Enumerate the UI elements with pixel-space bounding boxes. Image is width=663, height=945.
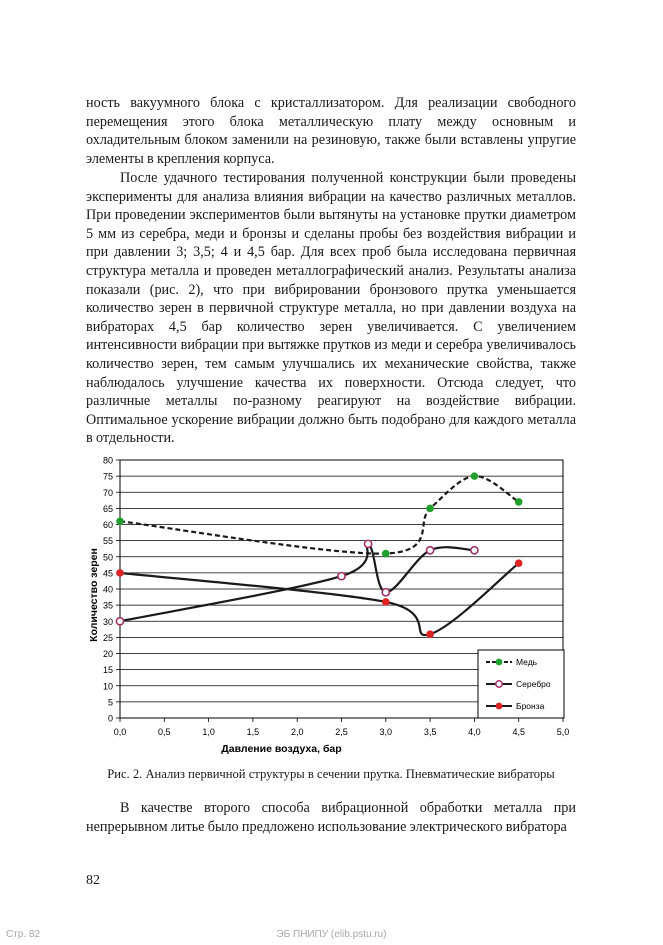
footer-page-label: Стр. 82: [6, 929, 41, 940]
x-axis-label: Давление воздуха, бар: [221, 743, 342, 755]
y-axis-label: Количество зерен: [88, 548, 100, 642]
y-tick-label: 15: [102, 665, 113, 676]
series-line: [120, 563, 519, 635]
body-paragraph-1: ность вакуумного блока с кристаллизатором. Для реализации свободного перемещения этого блока металлическую плату между основным и охладительным блоком заменили на резиновую, также были вставлены упругие элементы в крепления корпуса.: [86, 95, 576, 167]
y-tick-label: 80: [102, 455, 113, 466]
footer-library-label: ЭБ ПНИПУ (elib.pstu.ru): [276, 929, 387, 940]
data-point-marker: [116, 569, 124, 577]
series-3: [116, 559, 522, 638]
x-tick-label: 3,0: [379, 727, 393, 737]
legend-marker: [496, 703, 503, 710]
y-tick-label: 60: [102, 520, 113, 530]
data-point-marker: [382, 589, 389, 596]
y-tick-label: 50: [102, 552, 113, 563]
data-point-marker: [427, 547, 434, 554]
data-point-marker: [426, 630, 434, 638]
data-point-marker: [116, 618, 123, 625]
x-tick-label: 5,0: [556, 727, 570, 737]
legend-label: Медь: [516, 657, 538, 667]
chart-legend: [478, 650, 564, 718]
data-point-marker: [116, 517, 124, 525]
y-tick-label: 75: [102, 471, 113, 482]
x-tick-label: 2,5: [335, 727, 348, 737]
y-tick-label: 55: [102, 536, 113, 547]
series-1: [116, 472, 522, 557]
page-number: 82: [86, 873, 100, 888]
data-point-marker: [426, 505, 434, 513]
x-tick-label: 3,5: [423, 727, 437, 737]
legend-label: Серебро: [516, 679, 551, 689]
x-tick-label: 0,5: [158, 727, 171, 737]
data-point-marker: [364, 540, 371, 547]
x-tick-label: 4,0: [468, 727, 481, 737]
series-line: [120, 544, 474, 622]
figure-caption: Рис. 2. Анализ первичной структуры в сечении прутка. Пневматические вибраторы: [107, 767, 555, 781]
y-tick-label: 40: [102, 584, 113, 595]
y-tick-label: 35: [102, 600, 113, 611]
body-paragraph-3: В качестве второго способа вибрационной обработки металла при непрерывном литье было предложено использование электрического вибратора: [86, 800, 576, 835]
data-point-marker: [382, 598, 390, 606]
y-tick-label: 10: [102, 681, 113, 692]
y-tick-label: 45: [102, 568, 113, 579]
y-tick-label: 30: [102, 616, 113, 627]
data-point-marker: [471, 472, 479, 480]
y-tick-label: 20: [102, 649, 113, 659]
x-tick-label: 4,5: [512, 727, 525, 737]
data-point-marker: [338, 573, 345, 580]
x-tick-label: 0,0: [113, 727, 127, 737]
series-line: [120, 476, 519, 554]
x-tick-label: 1,5: [246, 727, 260, 737]
y-tick-label: 70: [102, 487, 113, 498]
y-tick-label: 5: [107, 697, 113, 708]
body-paragraph-2: После удачного тестирования полученной конструкции были проведены эксперименты для анализа влияния вибрации на качество различных металлов. При проведении экспериментов были вытянуты на установке прутки диаметром 5 мм из серебра, меди и бронзы и сделаны пробы без воздействия вибрации и при давлении 3; 3,5; 4 и 4,5 бар. Для всех проб была исследована первичная структура металла и проведен металлографический анализ. Результаты анализа показали (рис. 2), что при вибрировании бронзового прутка уменьшается количество зерен в первичной структуре металла, но при давлении воздуха на вибраторах 4,5 бар количество зерен увеличивается. С увеличением интенсивности вибрации при вытяжке прутков из меди и серебра увеличивалось количество зерен, тем самым улучшались их механические свойства, также наблюдалось улучшение качества их поверхности. Отсюда следует, что различные металлы по-разному реагируют на воздействие вибрации. Оптимальное ускорение вибрации должно быть подобрано для каждого металла в отдельности.: [86, 170, 576, 447]
legend-marker: [496, 659, 503, 666]
y-tick-label: 0: [107, 713, 113, 724]
data-point-marker: [471, 547, 478, 554]
data-point-marker: [515, 559, 523, 567]
y-tick-label: 25: [102, 632, 113, 643]
legend-marker: [496, 681, 502, 687]
series-2: [116, 540, 478, 625]
data-point-marker: [382, 550, 390, 558]
x-tick-label: 1,0: [202, 727, 215, 737]
y-tick-label: 65: [102, 503, 113, 514]
x-tick-label: 2,0: [290, 727, 304, 737]
data-point-marker: [515, 498, 523, 506]
legend-label: Бронза: [516, 701, 545, 711]
